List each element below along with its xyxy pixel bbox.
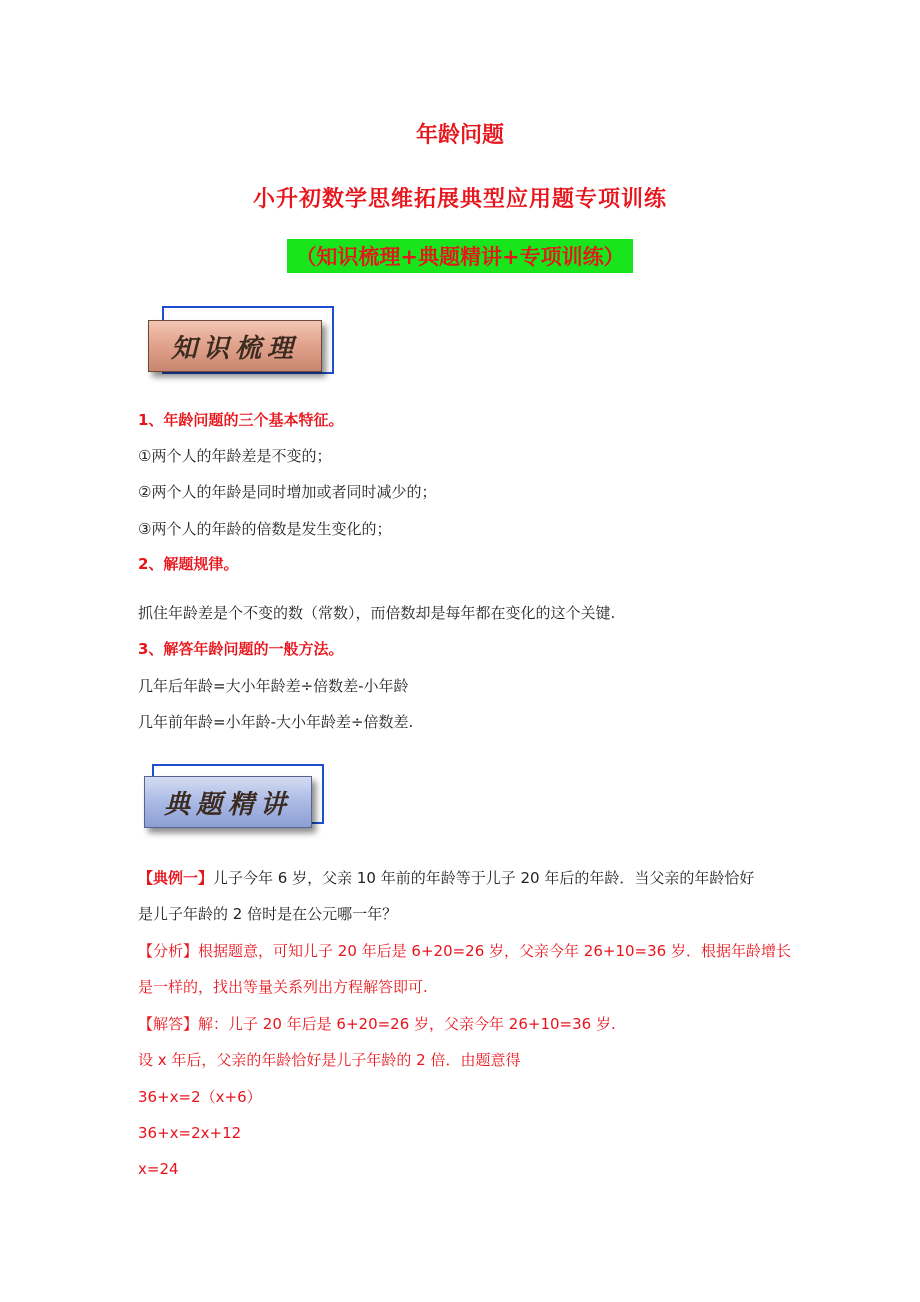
example-text-1: 儿子今年 6 岁，父亲 10 年前的年龄等于儿子 20 年后的年龄．当父亲的年龄恰好	[213, 869, 755, 887]
answer-line-1	[138, 1013, 616, 1035]
example-line-1	[138, 867, 754, 889]
feature-2: ②两个人的年龄是同时增加或者同时减少的；	[138, 483, 437, 501]
page-subtitle: 小升初数学思维拓展典型应用题专项训练	[252, 186, 667, 212]
example-tag: 【典例一】	[138, 869, 214, 887]
feature-3: ③两个人的年龄的倍数是发生变化的；	[138, 520, 392, 538]
method-formula-2: 几年前年龄=小年龄-大小年龄差÷倍数差.	[138, 713, 414, 731]
section-banner-knowledge	[138, 306, 338, 386]
analysis-line-2: 是一样的，找出等量关系列出方程解答即可.	[138, 978, 428, 996]
equation-1: 36+x=2（x+6）	[138, 1088, 262, 1106]
answer-text-1: 解：儿子 20 年后是 6+20=26 岁，父亲今年 26+10=36 岁.	[198, 1015, 616, 1033]
analysis-text-1: 根据题意，可知儿子 20 年后是 6+20=26 岁，父亲今年 26+10=36 岁．根据年龄增长	[198, 942, 791, 960]
equation-2: 36+x=2x+12	[138, 1124, 242, 1142]
rule-text: 抓住年龄差是个不变的数（常数），而倍数却是每年都在变化的这个关键.	[138, 604, 616, 622]
heading-method: 3、解答年龄问题的一般方法。	[138, 640, 344, 658]
heading-rule: 2、解题规律。	[138, 555, 239, 573]
feature-1: ①两个人的年龄差是不变的；	[138, 447, 332, 465]
banner-plate: 典题精讲	[144, 776, 312, 828]
heading-features: 1、年龄问题的三个基本特征。	[138, 411, 344, 429]
method-formula-1: 几年后年龄=大小年龄差÷倍数差-小年龄	[138, 677, 409, 695]
analysis-tag: 【分析】	[138, 942, 199, 960]
answer-line-2: 设 x 年后，父亲的年龄恰好是儿子年龄的 2 倍．由题意得	[138, 1051, 521, 1069]
highlight-tag: （知识梳理+典题精讲+专项训练）	[287, 239, 632, 273]
equation-3: x=24	[138, 1160, 179, 1178]
example-line-2: 是儿子年龄的 2 倍时是在公元哪一年？	[138, 905, 398, 923]
tag-wrapper	[0, 239, 920, 273]
section-banner-examples	[138, 764, 338, 844]
analysis-line-1	[138, 940, 791, 962]
page-title: 年龄问题	[415, 122, 504, 148]
answer-tag: 【解答】	[138, 1015, 199, 1033]
banner-plate: 知识梳理	[148, 320, 322, 372]
